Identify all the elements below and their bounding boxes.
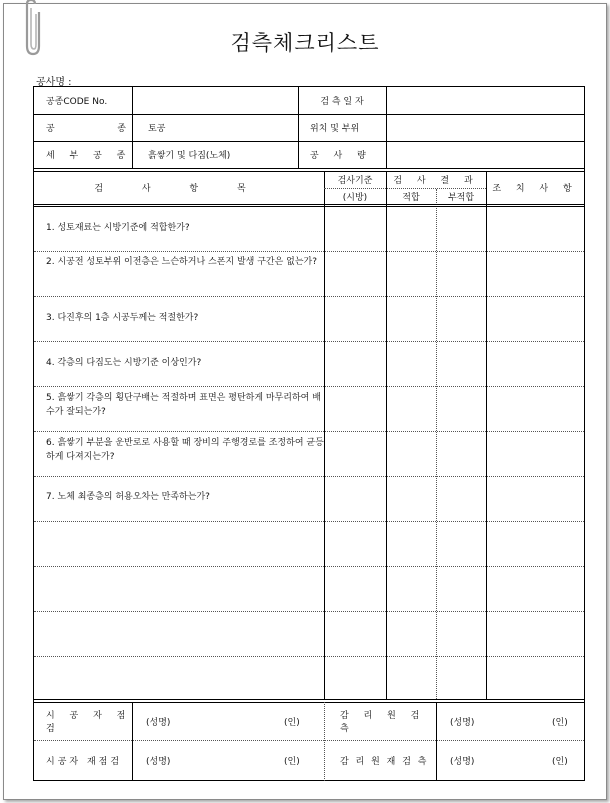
- contractor-recheck-label: 시공자 재점검: [46, 756, 123, 767]
- checklist-form: [33, 86, 585, 781]
- page-title: 검측체크리스트: [230, 31, 380, 55]
- criteria-sub-header: (시방): [342, 192, 368, 203]
- result-header: 검 사 결 과: [393, 176, 479, 186]
- work-type-label: 공 종: [46, 124, 126, 134]
- detail-label: 세 부 공 종: [46, 151, 132, 161]
- supervisor-recheck-label: 감 리 원 재 검 측: [340, 756, 429, 767]
- work-type-value[interactable]: 토공: [148, 124, 166, 134]
- checklist-item-2: 2. 시공전 성토부위 이전층은 느슨하거나 스폰지 발생 구간은 없는가?: [46, 257, 317, 267]
- location-label: 위치 및 부위: [310, 124, 360, 134]
- project-name-label: 공사명 :: [36, 77, 72, 88]
- action-header: 조 치 사 항: [492, 184, 578, 194]
- work-code-value[interactable]: [138, 87, 298, 114]
- checklist-item-4: 4. 각층의 다짐도는 시방기준 이상인가?: [46, 358, 202, 368]
- pass-header: 적합: [402, 192, 420, 203]
- supervisor-check-label: 감 리 원 검 측: [340, 711, 426, 734]
- inspection-date-label: 검 측 일 자: [320, 97, 364, 107]
- items-header: 검 사 항 목: [94, 184, 264, 194]
- contractor-seal-label: (인): [284, 717, 300, 728]
- location-value[interactable]: [392, 114, 582, 141]
- checklist-item-1: 1. 성토재료는 시방기준에 적합한가?: [46, 223, 190, 233]
- criteria-header: 검사기준: [337, 176, 373, 186]
- quantity-label: 공 사 량: [310, 151, 372, 161]
- supervisor-recheck-name-label: (성명): [450, 756, 475, 767]
- checklist-item-7: 7. 노체 최종층의 허용오차는 만족하는가?: [46, 492, 210, 502]
- contractor-check-label: 시 공 자 점 검: [46, 711, 132, 734]
- work-code-label: 공종CODE No.: [46, 97, 108, 107]
- quantity-value[interactable]: [392, 141, 582, 168]
- contractor-recheck-seal-label: (인): [284, 756, 300, 767]
- checklist-item-3: 3. 다진후의 1층 시공두께는 적절한가?: [46, 313, 199, 323]
- supervisor-seal-label: (인): [552, 717, 568, 728]
- inspection-date-value[interactable]: [392, 87, 582, 114]
- supervisor-name-label: (성명): [450, 717, 475, 728]
- checklist-item-5: 5. 흙쌓기 각층의 횡단구배는 적절하며 표면은 평탄하게 마무리하여 배수가 잘되는가?: [46, 393, 321, 417]
- fail-header: 부적합: [447, 192, 475, 203]
- checklist-item-6: 6. 흙쌓기 부분을 운반로로 사용할 때 장비의 주행경로를 조정하여 균등하게 다져지는가?: [46, 438, 324, 462]
- supervisor-recheck-seal-label: (인): [552, 756, 568, 767]
- contractor-name-label: (성명): [146, 717, 171, 728]
- contractor-recheck-name-label: (성명): [146, 756, 171, 767]
- detail-value[interactable]: 흙쌓기 및 다짐(노체): [148, 151, 231, 161]
